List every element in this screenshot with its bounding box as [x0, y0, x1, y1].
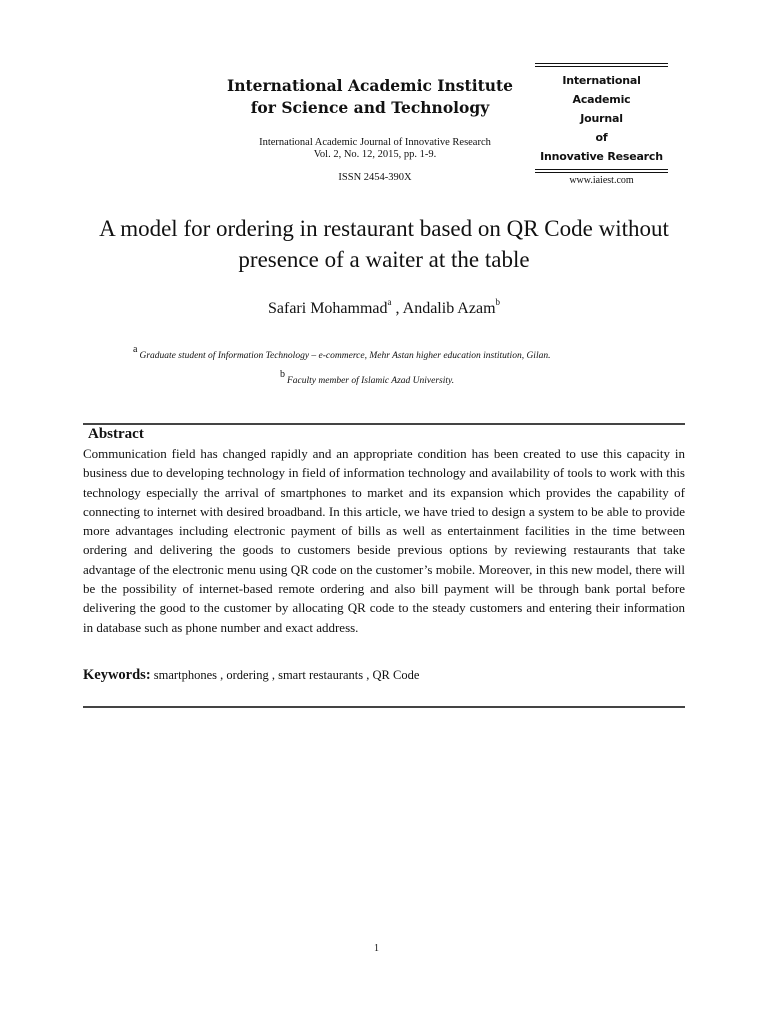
- keywords-label: Keywords:: [83, 667, 151, 683]
- logo-line-4: of: [595, 131, 608, 144]
- logo-rule-top-2: [535, 66, 668, 67]
- authors: [60, 297, 708, 318]
- journal-url: www.iaiest.com: [569, 175, 634, 186]
- affiliation-a: [133, 344, 551, 361]
- volume-info: Vol. 2, No. 12, 2015, pp. 1-9.: [313, 149, 437, 160]
- logo-line-5: Innovative Research: [540, 150, 663, 163]
- logo-rule-top: [535, 63, 668, 64]
- author-1-mark: a: [387, 297, 392, 307]
- institute-name: [220, 75, 520, 119]
- logo-rule-bottom: [535, 169, 668, 170]
- affiliation-b-text: Faculty member of Islamic Azad University.: [287, 376, 455, 386]
- title-line-2: presence of a waiter at the table: [238, 247, 530, 272]
- affiliation-a-text: Graduate student of Information Technology – e-commerce, Mehr Astan higher education institution, Gilan.: [139, 351, 551, 361]
- journal-reference: [220, 137, 530, 161]
- affiliation-b: [280, 369, 455, 386]
- abstract-bottom-rule: [83, 706, 685, 708]
- keywords-list: smartphones , ordering , smart restaurants , QR Code: [150, 668, 420, 682]
- logo-line-1: International: [562, 74, 641, 87]
- abstract-body: Communication field has changed rapidly and an appropriate condition has been created to use this capacity in business due to developing technology in field of information technology and availability of tools to work with this technology especially the arrival of smartphones to market and its expansion which provides the capability of connecting to internet with desired broadband. In this article, we have tried to design a system to be able to provide more advantages including electronic payment of bills as well as entertainment facilities in the time between ordering and delivering the goods to customers beside previous options by reviewing restaurants that take advantage of the electronic menu using QR code on the customer’s mobile. Moreover, in this new model, there will be the possibility of internet-based remote ordering and also bill payment will be through bank portal before delivering the good to the customer by allocating QR code to the steady customers and entering their information in database such as phone number and exact address.: [83, 446, 685, 635]
- logo-line-2: Academic: [572, 93, 631, 106]
- logo-rule-bottom-2: [535, 172, 668, 173]
- abstract-heading: Abstract: [88, 426, 144, 442]
- issn: ISSN 2454-390X: [338, 172, 412, 183]
- title-line-1: A model for ordering in restaurant based on QR Code without: [99, 216, 669, 241]
- author-1: Safari Mohammad: [267, 300, 388, 317]
- journal-name: International Academic Journal of Innovative Research: [259, 137, 491, 148]
- abstract-top-rule: [83, 423, 685, 425]
- institute-line-2: for Science and Technology: [250, 98, 490, 117]
- page-number: 1: [374, 943, 379, 954]
- journal-logo: [535, 63, 668, 175]
- keywords: [83, 667, 419, 684]
- logo-text: [535, 69, 668, 169]
- affiliation-b-mark: b: [280, 369, 285, 380]
- paper-title: [60, 213, 708, 275]
- institute-line-1: International Academic Institute: [226, 76, 514, 95]
- affiliation-a-mark: a: [133, 344, 138, 355]
- author-separator: ,: [391, 300, 403, 317]
- logo-line-3: Journal: [580, 112, 623, 125]
- author-2-mark: b: [495, 297, 501, 307]
- author-2: Andalib Azam: [402, 300, 496, 317]
